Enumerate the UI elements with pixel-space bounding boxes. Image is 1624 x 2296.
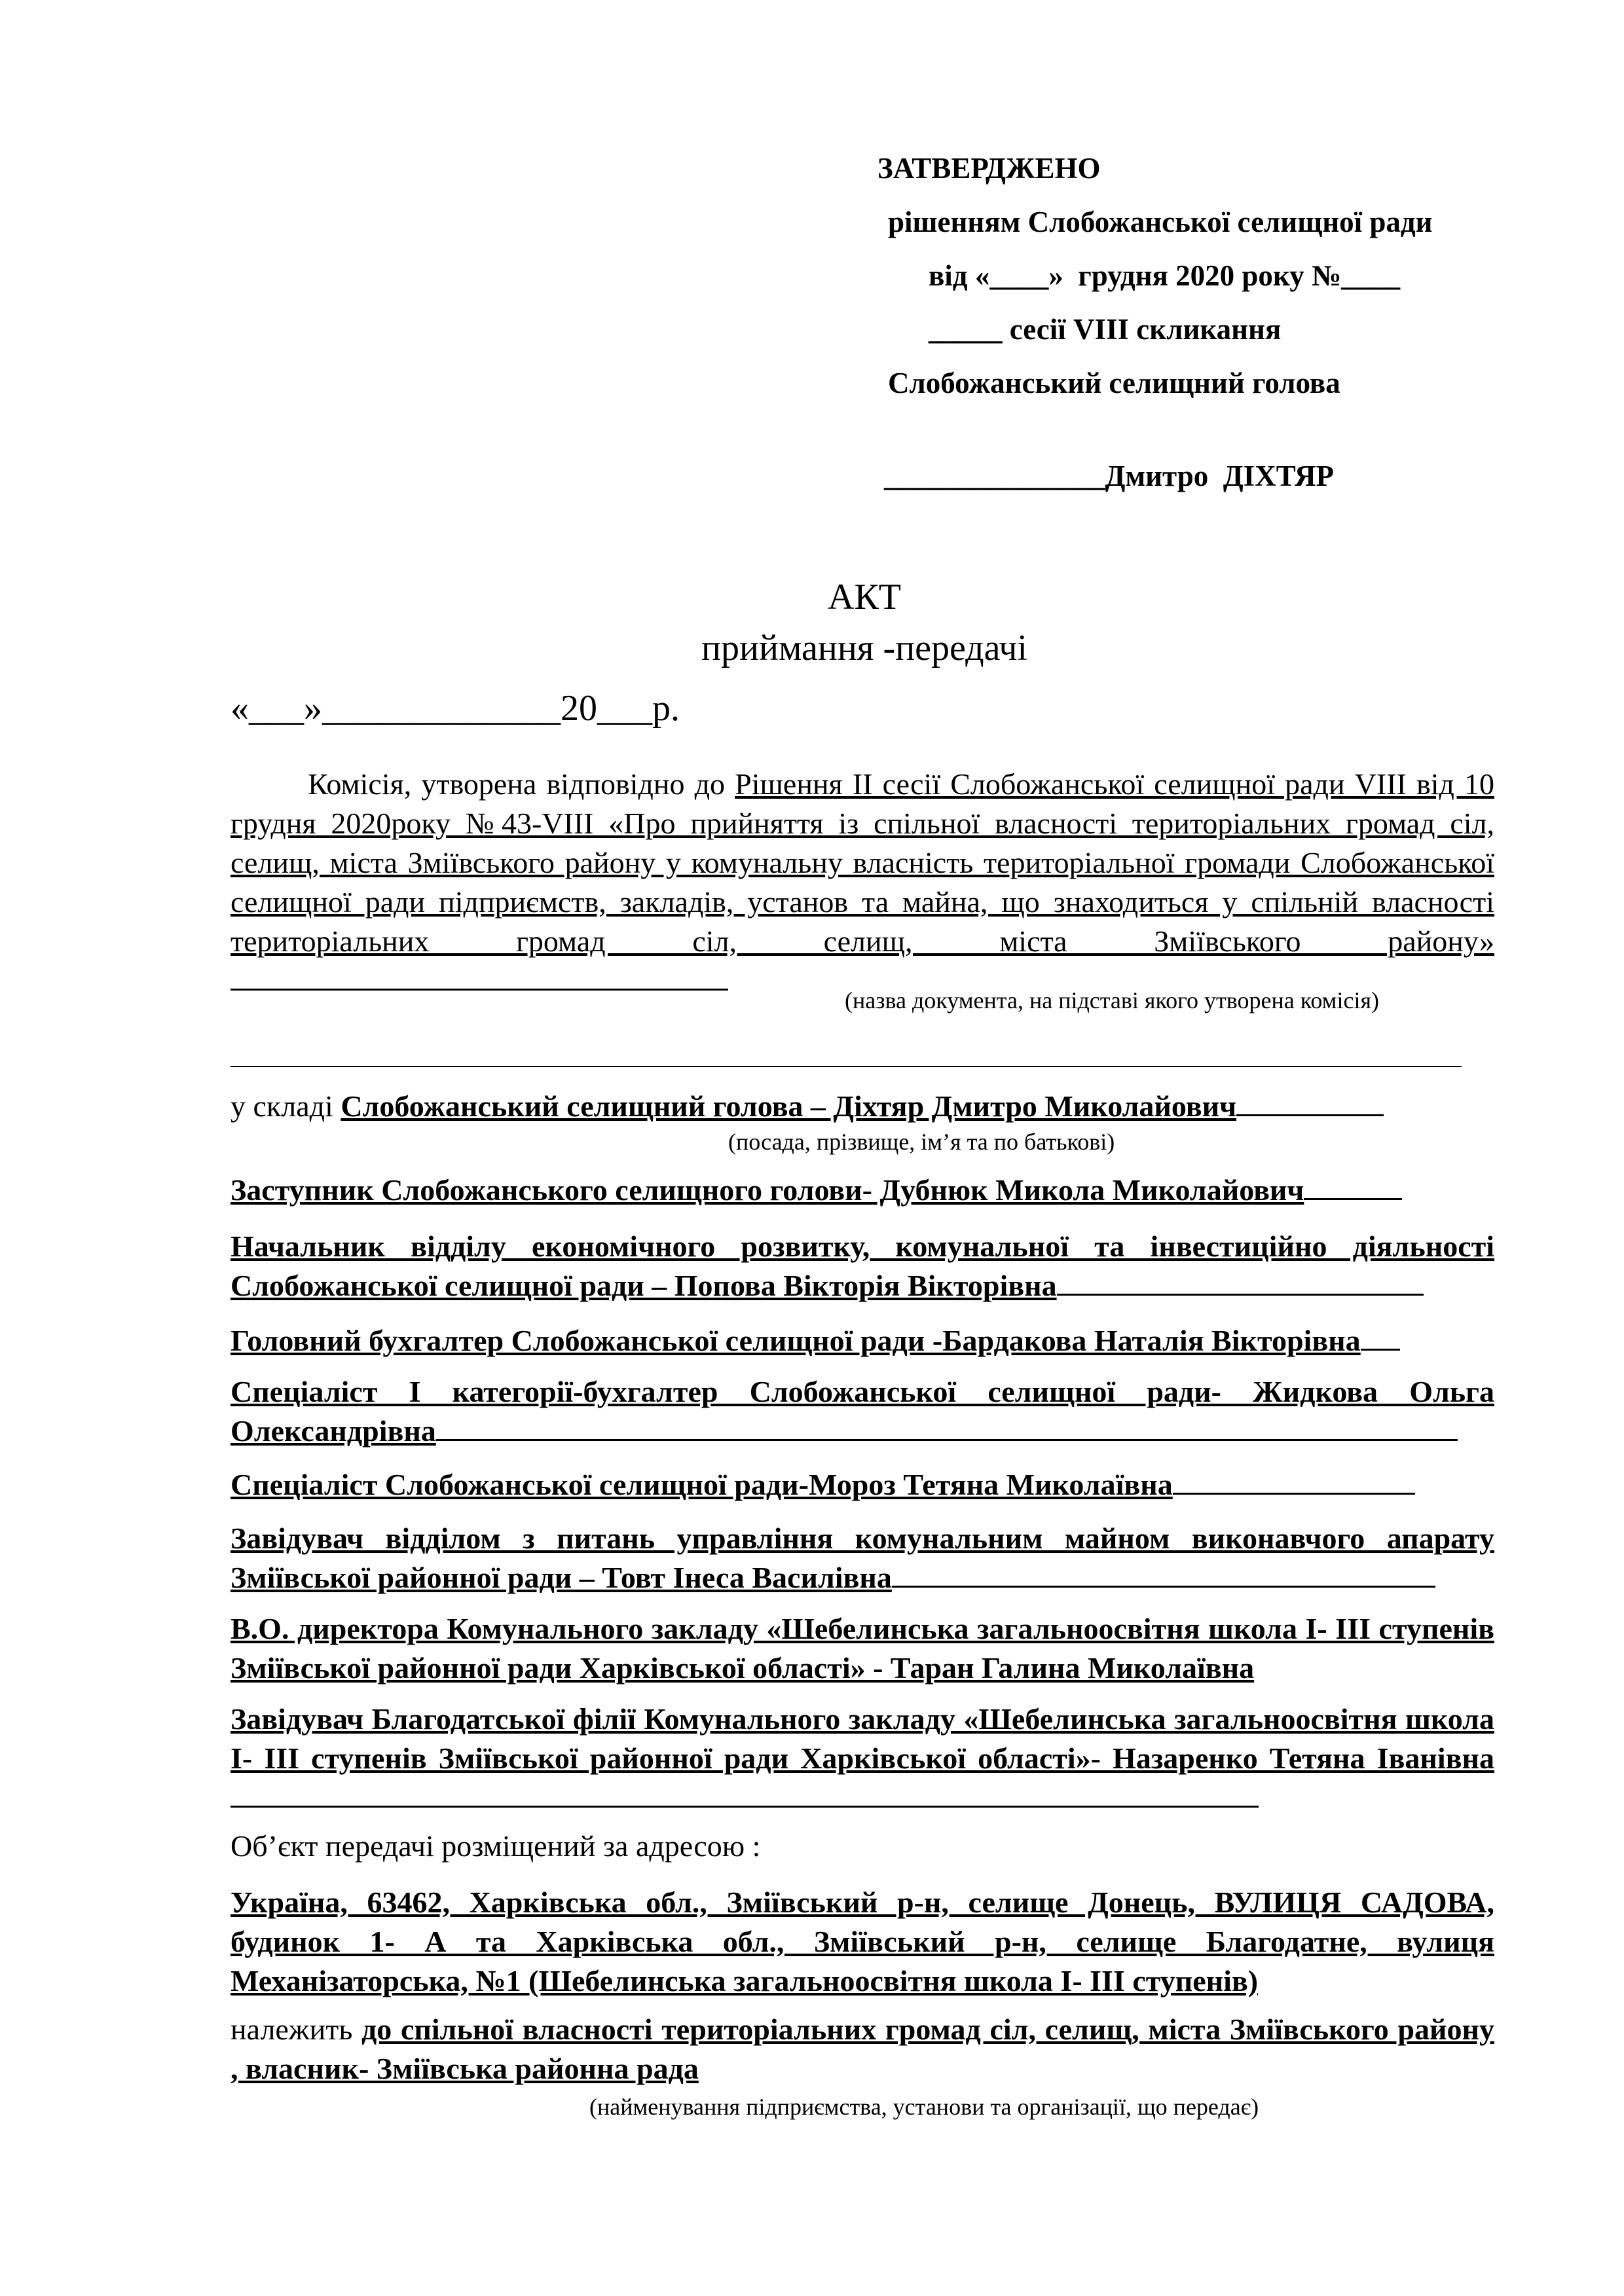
document-title: АКТ bbox=[828, 577, 901, 617]
approval-date-line: від «____» грудня 2020 року №____ bbox=[929, 259, 1401, 292]
ownership-prefix: належить bbox=[231, 2013, 361, 2046]
approval-session-line: _____ сесії VIII скликання bbox=[929, 313, 1282, 346]
ownership-text: до спільної власності територіальних громад сіл, селищ, міста Зміївського району , власник- Зміївська районна рада bbox=[231, 2013, 1494, 2085]
blank-line bbox=[231, 1066, 1462, 1067]
member-item: Завідувач Благодатської філії Комунального закладу «Шебелинська загальноосвітня школа І- ІІІ ступенів Зміївської районної ради Харківської області»- Назаренко Тетяна Іванівна bbox=[231, 1700, 1494, 1817]
member-item: Спеціаліст Слобожанської селищної ради-Мороз Тетяна Миколаївна bbox=[231, 1465, 1494, 1504]
ownership-paragraph bbox=[231, 2010, 1494, 2088]
commission-caption: (назва документа, на підставі якого утворена комісія) bbox=[845, 987, 1379, 1013]
act-date-line: «___»_____________20___р. bbox=[231, 688, 680, 729]
approval-decision: рішенням Слобожанської селищної ради bbox=[888, 206, 1433, 238]
approval-signature-line: _______________Дмитро ДІХТЯР bbox=[884, 460, 1334, 492]
fill-line bbox=[1236, 1114, 1384, 1116]
object-address: Україна, 63462, Харківська обл., Зміївський р-н, селище Донець, ВУЛИЦЯ САДОВА, будинок 1- А та Харківська обл., Зміївський р-н, селище Благодатне, вулиця Механізаторська, №1 (Шебелинська загальноосвітня школа І- ІІІ ступенів) bbox=[231, 1886, 1494, 1997]
composition-line bbox=[231, 1087, 1494, 1126]
member-item: В.О. директора Комунального закладу «Шебелинська загальноосвітня школа І- ІІІ ступенів Зміївської районної ради Харківської області» - Таран Галина Миколаївна bbox=[231, 1612, 1494, 1685]
member-item: Головний бухгалтер Слобожанської селищної ради -Бардакова Наталія Вікторівна bbox=[231, 1321, 1494, 1360]
commission-paragraph bbox=[231, 765, 1494, 1000]
approved-heading: ЗАТВЕРДЖЕНО bbox=[877, 152, 1101, 185]
document-subtitle: приймання -передачі bbox=[701, 628, 1027, 668]
commission-lead-in: Комісія, утворена відповідно до bbox=[308, 767, 735, 801]
fill-line bbox=[231, 988, 728, 991]
ownership-caption: (найменування підприємства, установи та організації, що передає) bbox=[589, 2094, 1259, 2120]
approval-head-title: Слобожанський селищний голова bbox=[888, 367, 1340, 399]
commission-decision-text: Рішення ІІ сесії Слобожанської селищної ради VIII від 10 грудня 2020року №43-VIII «Про прийняття із спільної власності територіальних громад сіл, селищ, міста Зміївського району у комунальну власність територіальної громади Слобожанської селищної ради підприємств, закладів, установ та майна, що знаходиться у спільній власності територіальних громад сіл, селищ, міста Зміївського району» bbox=[231, 767, 1494, 958]
member-item: Завідувач відділом з питань управління комунальним майном виконавчого апарату Зміївської районної ради – Товт Інеса Василівна bbox=[231, 1522, 1494, 1594]
composition-head: Слобожанський селищний голова – Діхтяр Дмитро Миколайович bbox=[341, 1089, 1237, 1123]
object-lead-in: Об’єкт передачі розміщений за адресою : bbox=[231, 1829, 761, 1863]
composition-prefix: у складі bbox=[231, 1089, 341, 1123]
composition-caption: (посада, прізвище, ім’я та по батькові) bbox=[728, 1129, 1115, 1155]
member-item: Спеціаліст І категорії-бухгалтер Слобожанської селищної ради- Жидкова Ольга Олександрівна bbox=[231, 1375, 1494, 1448]
member-item: Заступник Слобожанського селищного голови- Дубнюк Микола Миколайович bbox=[231, 1171, 1494, 1210]
member-item: Начальник відділу економічного розвитку, комунальної та інвестиційно діяльності Слобожанської селищної ради – Попова Вікторія Вікторівна bbox=[231, 1230, 1494, 1302]
